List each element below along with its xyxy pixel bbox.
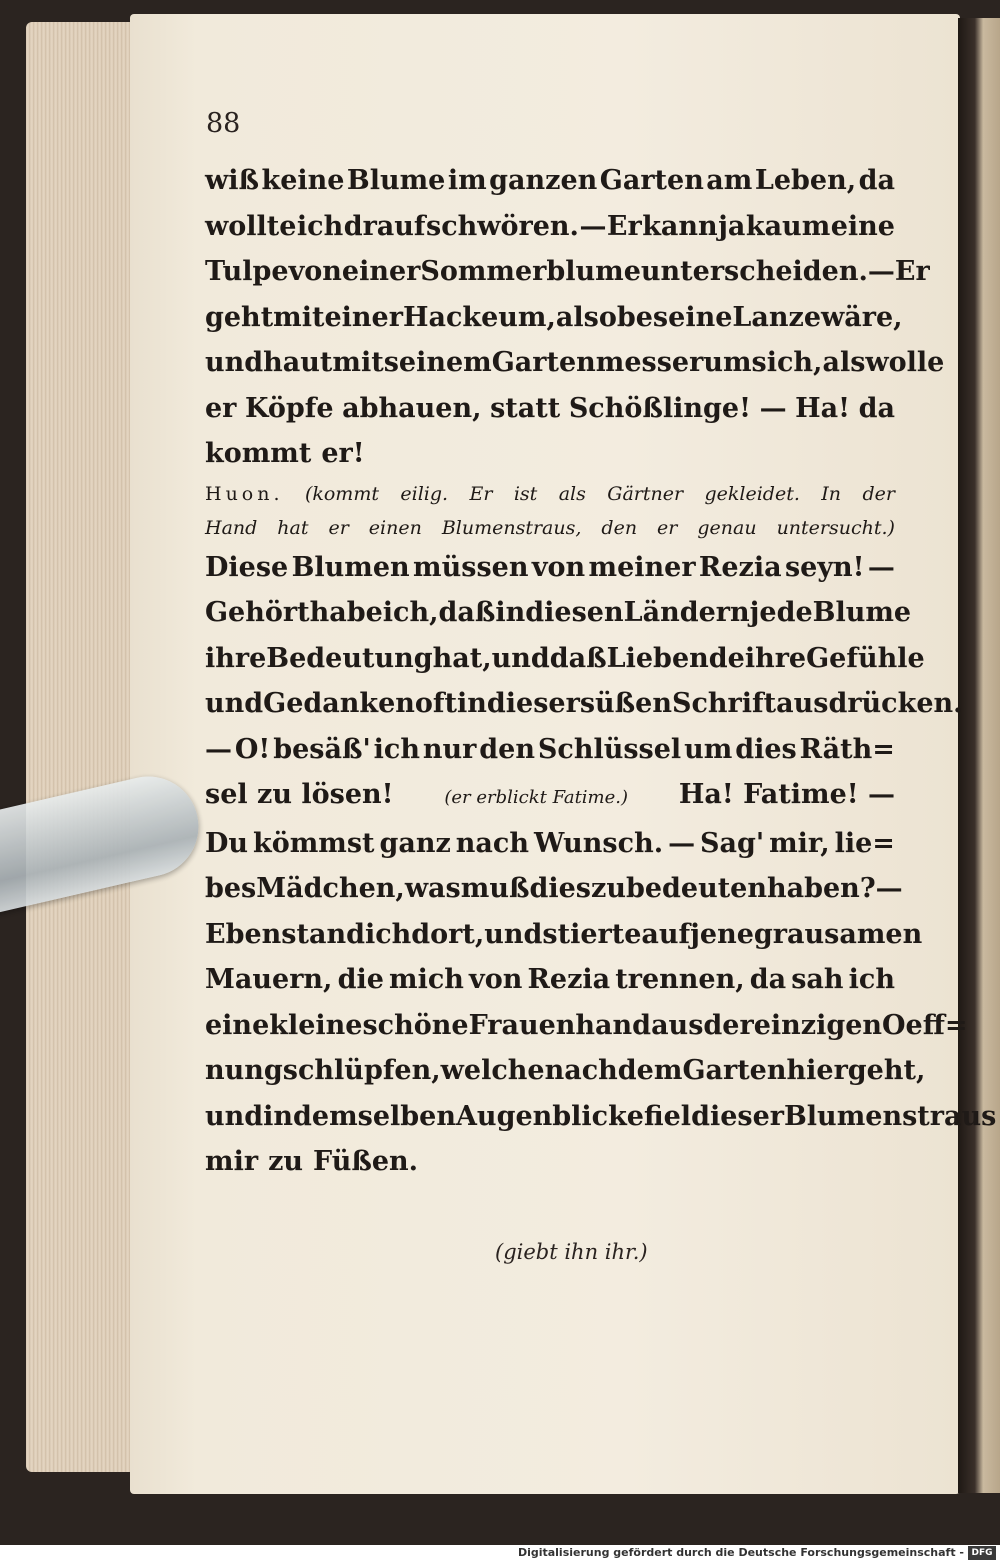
word: eilig. (400, 482, 449, 505)
word: Gehört (205, 597, 310, 628)
footer (0, 1545, 1000, 1563)
text-line (205, 957, 895, 1003)
word: Hand (205, 516, 258, 539)
word: er (205, 392, 237, 424)
word: Er (606, 210, 642, 242)
text-line (205, 1139, 895, 1185)
word: Er (894, 256, 930, 287)
word: bedeuten (625, 873, 767, 904)
word: untersucht.) (776, 516, 895, 539)
text-segment: sel zu lösen! (205, 779, 394, 810)
word: einen (368, 516, 422, 539)
word: Räth= (799, 733, 895, 765)
word: haben? (767, 873, 876, 904)
word: trennen, (615, 964, 745, 995)
word: und (205, 347, 264, 378)
text-line (205, 772, 895, 821)
text-line (205, 545, 895, 591)
stage-direction-line (205, 511, 895, 545)
word: welche (440, 1055, 545, 1086)
word: nach (544, 1055, 618, 1086)
word: aus (651, 1009, 704, 1041)
word: ausdrücken. (776, 688, 963, 719)
word: von (531, 551, 586, 583)
word: zu (591, 873, 626, 904)
word: meiner (588, 551, 696, 583)
word: kleine (269, 1009, 363, 1041)
word: sich, (751, 347, 823, 378)
word: Gartenmesser (491, 347, 704, 378)
word: haut (263, 347, 333, 378)
text-line (205, 295, 903, 341)
word: ihre (205, 642, 267, 674)
word: Ha! (795, 392, 851, 424)
word: und (484, 918, 543, 950)
word: in (263, 1100, 294, 1132)
word: und (205, 1100, 264, 1132)
text-line (205, 590, 912, 636)
word: Ländern (623, 597, 750, 628)
word: seyn! (784, 551, 865, 583)
text-line (205, 431, 895, 477)
word: Oeff= (882, 1009, 968, 1041)
word: jede (749, 597, 813, 628)
word: besäß' (273, 733, 371, 765)
word: es (635, 301, 669, 333)
word: Huon. (205, 482, 284, 505)
word: eine (830, 210, 895, 242)
page-text (205, 158, 997, 1185)
text-line (205, 1048, 926, 1094)
word: da (858, 392, 895, 424)
word: ja (718, 210, 746, 242)
word: Rezia (698, 551, 782, 583)
word: Mauern, (205, 964, 333, 995)
word: müssen (413, 551, 529, 583)
word: eine (205, 1009, 270, 1041)
word: Füßen. (313, 1146, 419, 1177)
word: Blume (812, 597, 912, 628)
text-line (205, 727, 895, 773)
word: Lanze (732, 301, 822, 333)
word: genau (697, 516, 757, 539)
word: grausamen (753, 918, 923, 950)
word: mich (389, 964, 464, 995)
word: wollte (205, 210, 297, 242)
word: mir (205, 1146, 259, 1177)
word: ich (373, 733, 420, 765)
word: dem (617, 1055, 683, 1086)
text-line (205, 249, 930, 295)
word: von (469, 964, 523, 995)
word: Blumenstraus, (441, 516, 582, 539)
word: sah (791, 964, 844, 995)
word: stierte (542, 918, 642, 950)
word: ganz (379, 827, 451, 859)
word: nung (205, 1055, 283, 1086)
word: schöne (362, 1009, 469, 1041)
word: geht, (847, 1055, 926, 1086)
word: den (479, 733, 535, 765)
word: Wunsch. (533, 827, 664, 859)
word: hier (786, 1055, 848, 1086)
word: und (491, 642, 550, 674)
word: Gedanken (263, 688, 415, 719)
text-line (205, 636, 925, 682)
word: einer (341, 256, 421, 287)
word: einer (324, 301, 403, 333)
word: drauf (343, 210, 426, 242)
text-line (205, 681, 963, 727)
word: um (684, 733, 733, 765)
facing-page-edge (958, 18, 1000, 1493)
word: schwören. (426, 210, 579, 242)
text-line (205, 1094, 997, 1140)
word: hat, (432, 642, 492, 674)
word: kaum (745, 210, 831, 242)
word: wiß (205, 165, 260, 196)
word: als (555, 301, 599, 333)
word: um (703, 347, 752, 378)
word: süßen (579, 688, 672, 719)
word: Rezia (527, 964, 611, 995)
word: demselben (293, 1100, 456, 1132)
word: Blume (346, 165, 446, 196)
word: Mädchen, (256, 873, 405, 904)
word: Tulpe (205, 256, 289, 287)
word: als (822, 347, 866, 378)
word: eine (668, 301, 733, 333)
inline-stage-direction: (er erblickt Fatime.) (444, 787, 629, 808)
word: nach (455, 827, 529, 859)
word: lie= (834, 827, 895, 859)
word: mit (332, 347, 384, 378)
word: mir, (769, 827, 830, 859)
word: In (821, 482, 842, 505)
word: in (457, 688, 487, 719)
word: der (703, 1009, 754, 1041)
word: zu (268, 1146, 304, 1177)
word: auf (641, 918, 691, 950)
word: Frauenhand (468, 1009, 652, 1041)
word: der (862, 482, 895, 505)
word: — (205, 733, 232, 765)
word: in (495, 597, 526, 628)
word: dieser (486, 688, 580, 719)
word: ich (848, 964, 895, 995)
word: Blumen (291, 551, 410, 583)
footer-credit: Digitalisierung gefördert durch die Deutsche Forschungsgemeinschaft - (517, 1546, 964, 1559)
word: dies (735, 733, 797, 765)
word: bes (205, 873, 257, 904)
word: — (759, 392, 787, 424)
word: am (706, 165, 753, 196)
word: diesen (525, 597, 624, 628)
word: Er (469, 482, 493, 505)
word: kommt (205, 438, 312, 469)
word: ist (513, 482, 538, 505)
word: Schlüssel (537, 733, 682, 765)
word: ich (296, 210, 344, 242)
word: Bedeutung (266, 642, 433, 674)
word: Blumenstraus (783, 1100, 997, 1132)
word: er (657, 516, 678, 539)
word: er (328, 516, 349, 539)
word: dies (529, 873, 591, 904)
word: schlüpfen, (282, 1055, 441, 1086)
word: daß (549, 642, 607, 674)
word: kann (642, 210, 718, 242)
word: daß (438, 597, 496, 628)
word: gekleidet. (704, 482, 800, 505)
word: ganzen (489, 165, 598, 196)
word: Schößlinge! (568, 392, 751, 424)
text-line (205, 866, 903, 912)
text-line (205, 204, 895, 250)
word: dieser (691, 1100, 784, 1132)
word: habe (309, 597, 383, 628)
word: — (875, 873, 903, 904)
word: Diese (205, 551, 289, 583)
word: mit (273, 301, 325, 333)
word: seinem (383, 347, 492, 378)
word: ich, (382, 597, 439, 628)
text-line (205, 158, 895, 204)
word: Augenblicke (455, 1100, 644, 1132)
word: Garten (682, 1055, 787, 1086)
word: wäre, (821, 301, 903, 333)
word: ihre (744, 642, 807, 674)
dfg-logo: DFG (968, 1546, 996, 1560)
word: da (858, 165, 895, 196)
page-number: 88 (206, 108, 241, 139)
word: Hacke (402, 301, 499, 333)
word: was (404, 873, 461, 904)
word: ob (598, 301, 636, 333)
word: unterscheiden. (640, 256, 868, 287)
text-line (205, 912, 923, 958)
word: dort, (411, 918, 485, 950)
word: muß (460, 873, 530, 904)
word: abhauen, (342, 392, 482, 424)
word: — (579, 210, 607, 242)
word: — (867, 551, 895, 583)
word: statt (490, 392, 561, 424)
word: Liebende (606, 642, 745, 674)
word: Gärtner (607, 482, 684, 505)
word: die (337, 964, 384, 995)
word: im (447, 165, 487, 196)
word: keine (261, 165, 345, 196)
stage-direction-line (205, 477, 895, 511)
word: Sag' (700, 827, 765, 859)
word: — (867, 256, 895, 287)
word: kömmst (253, 827, 375, 859)
word: einzigen (753, 1009, 883, 1041)
word: den (601, 516, 638, 539)
text-line (205, 340, 945, 386)
word: fiel (643, 1100, 692, 1132)
stage-direction-final: (giebt ihn ihr.) (495, 1240, 648, 1264)
word: O! (234, 733, 271, 765)
word: Gefühle (806, 642, 925, 674)
word: (kommt (304, 482, 379, 505)
word: — (668, 827, 696, 859)
text-segment: Ha! Fatime! — (678, 779, 895, 810)
word: hat (277, 516, 309, 539)
word: Sommerblume (420, 256, 641, 287)
word: als (558, 482, 586, 505)
text-line (205, 1003, 968, 1049)
word: er! (321, 438, 365, 469)
word: und (205, 688, 264, 719)
word: Schrift (671, 688, 777, 719)
word: nur (422, 733, 477, 765)
text-line (205, 386, 895, 432)
word: um, (498, 301, 556, 333)
word: wolle (865, 347, 945, 378)
word: Köpfe (245, 392, 334, 424)
word: Du (205, 827, 249, 859)
word: stand (281, 918, 365, 950)
word: ich (364, 918, 412, 950)
word: oft (414, 688, 458, 719)
word: von (288, 256, 342, 287)
word: da (749, 964, 787, 995)
word: Garten (599, 165, 704, 196)
text-line (205, 821, 895, 867)
word: Eben (205, 918, 282, 950)
word: Leben, (754, 165, 857, 196)
word: geht (205, 301, 274, 333)
word: jene (690, 918, 754, 950)
